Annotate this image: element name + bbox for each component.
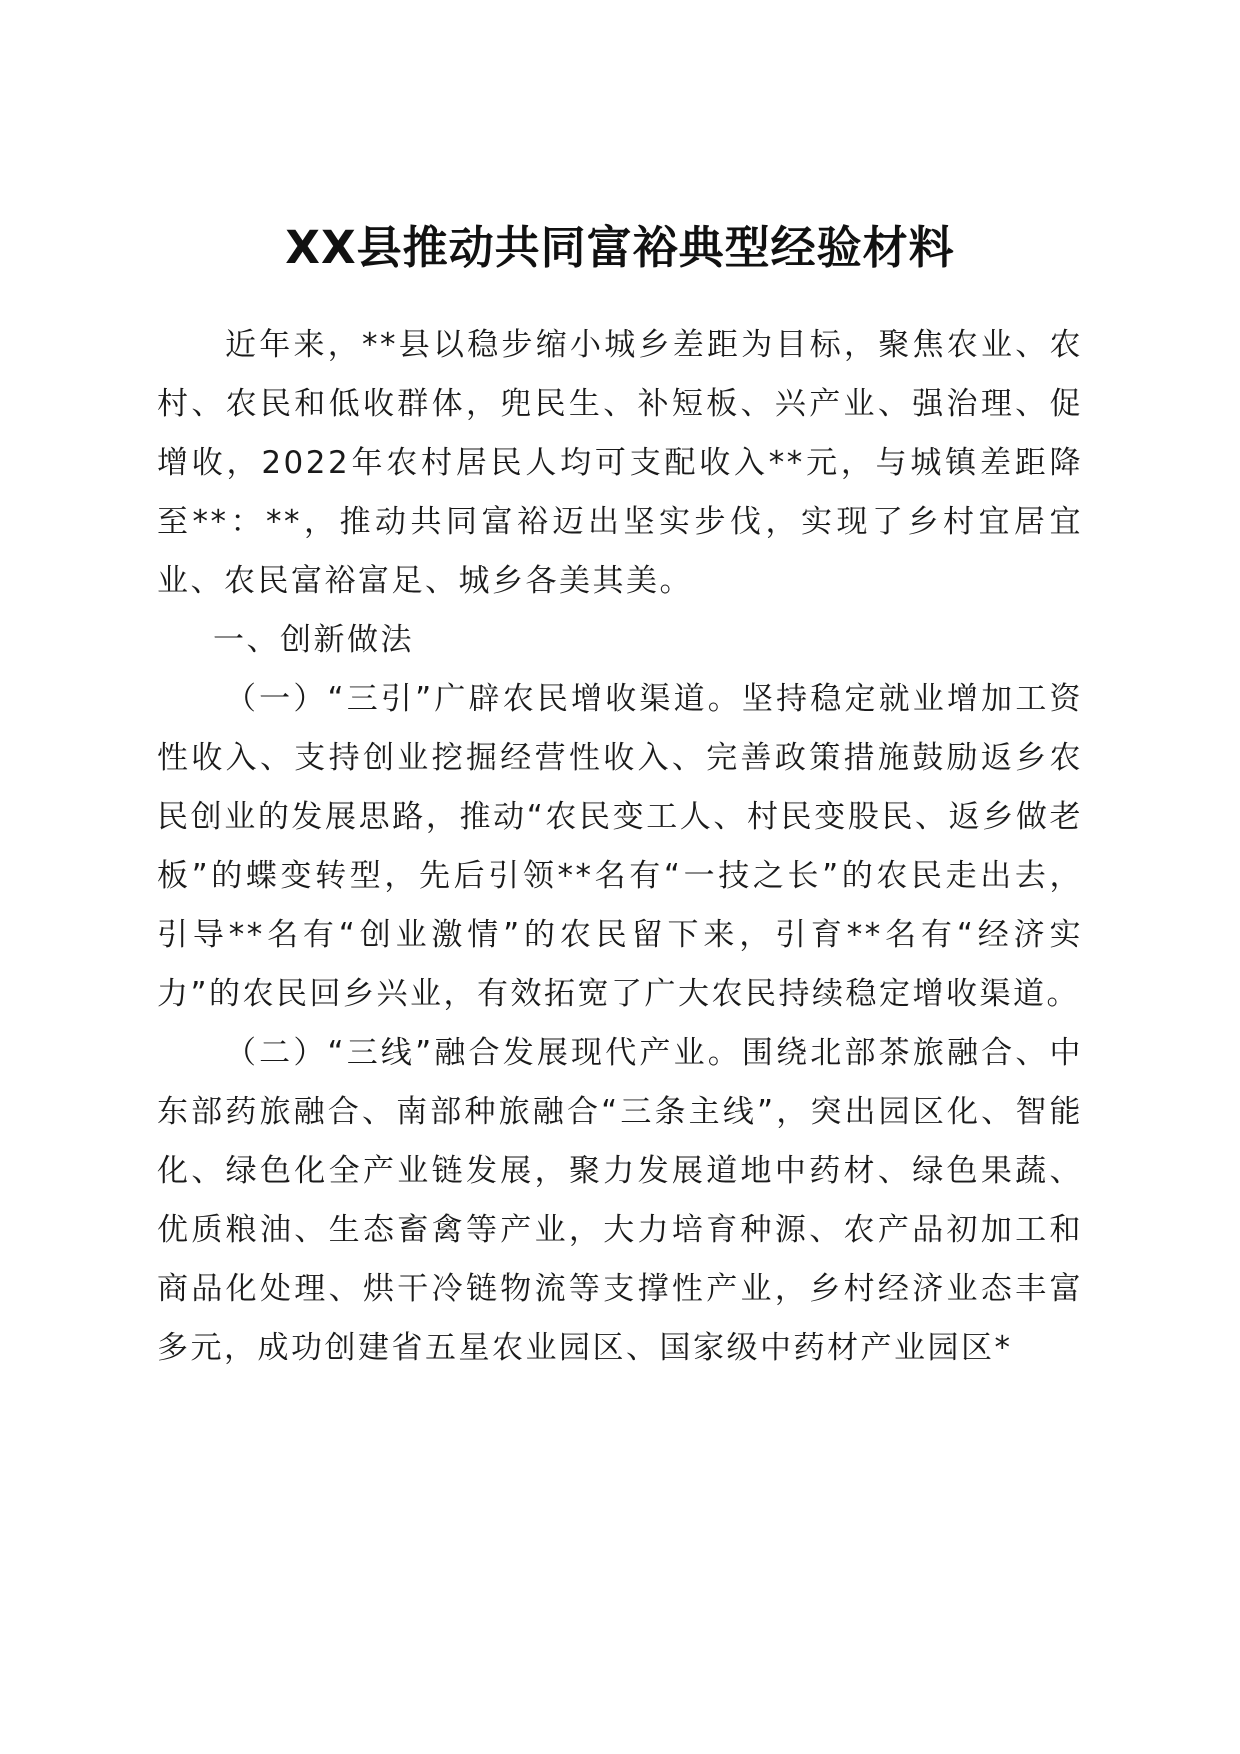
paragraph-three-yin: （一）“三引”广辟农民增收渠道。坚持稳定就业增加工资性收入、支持创业挖掘经营性收入、完善政策措施鼓励返乡农民创业的发展思路，推动“农民变工人、村民变股民、返乡做老板”的蝶变转型，先后引领**名有“一技之长”的农民走出去，引导**名有“创业激情”的农民留下来，引育**名有“经济实力”的农民回乡兴业，有效拓宽了广大农民持续稳定增收渠道。 [157, 681, 1083, 1012]
section-heading-innovations: 一、创新做法 [213, 622, 414, 658]
document-title: XX县推动共同富裕典型经验材料 [285, 221, 955, 274]
paragraph-three-lines: （二）“三线”融合发展现代产业。围绕北部茶旅融合、中东部药旅融合、南部种旅融合“三条主线”，突出园区化、智能化、绿色化全产业链发展，聚力发展道地中药材、绿色果蔬、优质粮油、生态畜禽等产业，大力培育种源、农产品初加工和商品化处理、烘干冷链物流等支撑性产业，乡村经济业态丰富多元，成功创建省五星农业园区、国家级中药材产业园区* [157, 1035, 1083, 1366]
intro-paragraph: 近年来，**县以稳步缩小城乡差距为目标，聚焦农业、农村、农民和低收群体，兜民生、补短板、兴产业、强治理、促增收，2022年农村居民人均可支配收入**元，与城镇差距降至**：**，推动共同富裕迈出坚实步伐，实现了乡村宜居宜业、农民富裕富足、城乡各美其美。 [157, 327, 1083, 599]
document-body [157, 316, 1083, 1378]
